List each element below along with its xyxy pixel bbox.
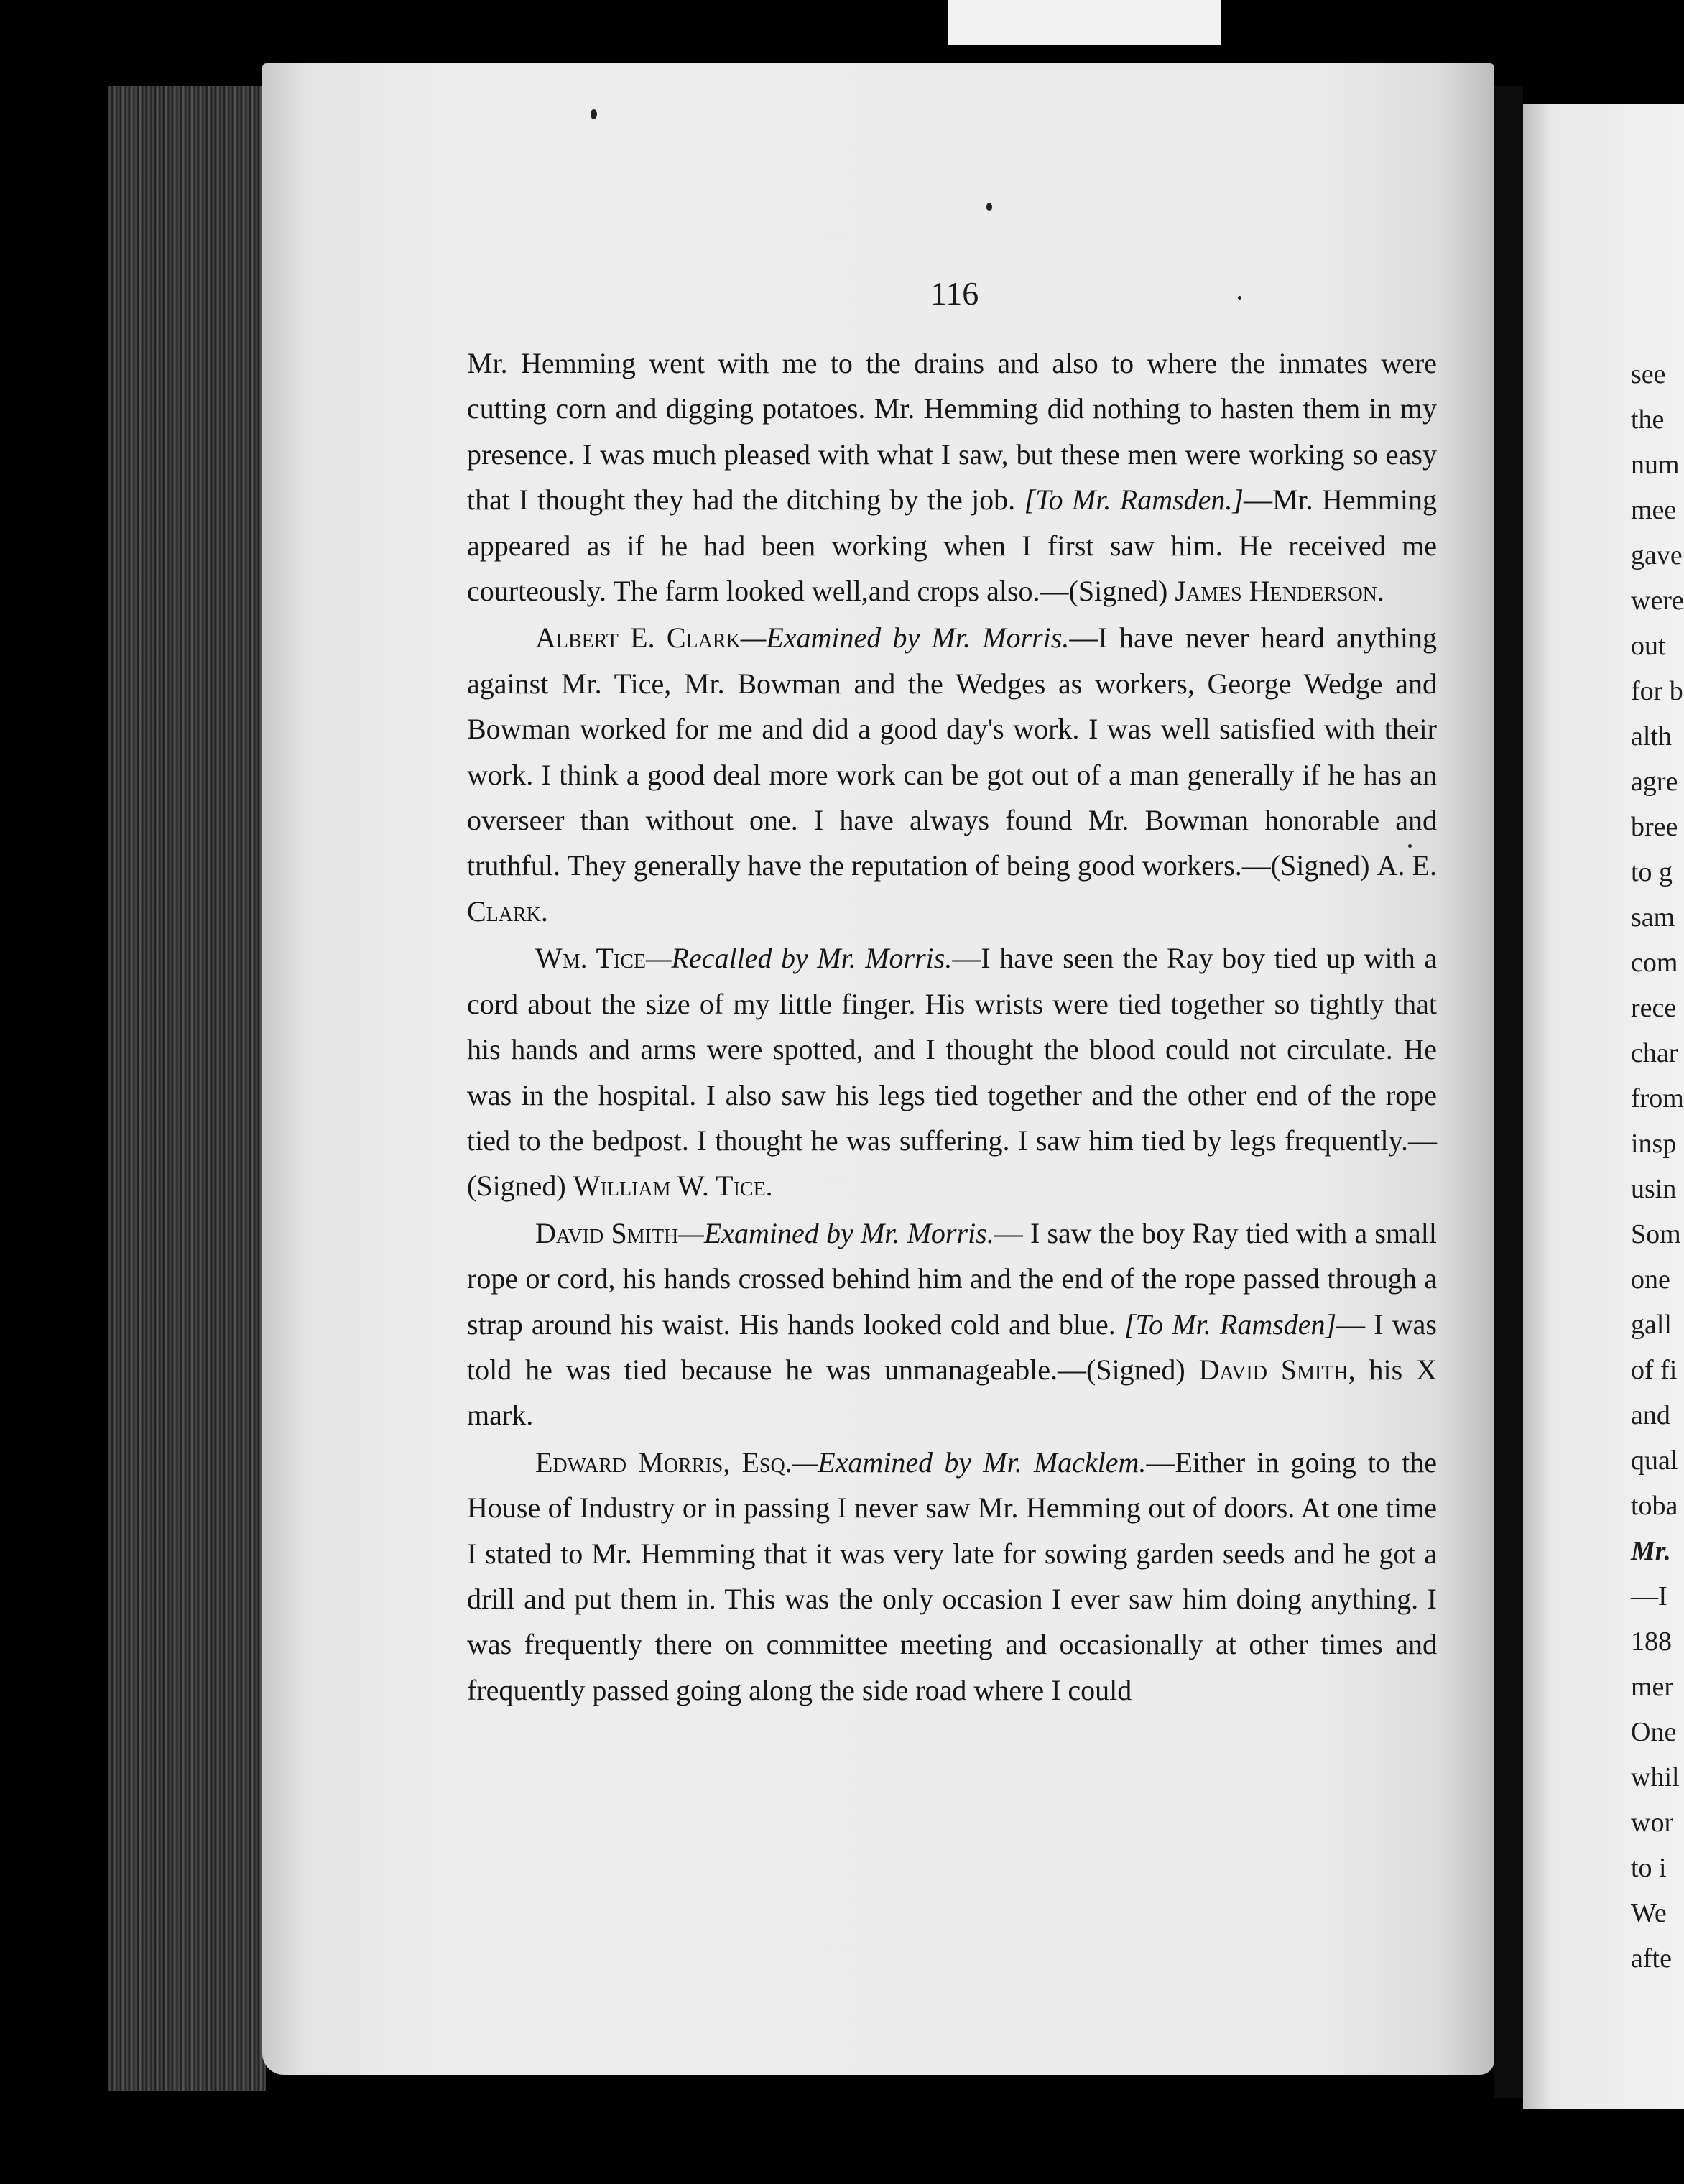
- facing-line: com: [1631, 948, 1678, 978]
- signature: William W. Tice.: [573, 1170, 773, 1203]
- facing-line: were: [1631, 586, 1684, 616]
- signature: James Henderson.: [1175, 575, 1384, 608]
- facing-line: We: [1631, 1898, 1667, 1928]
- facing-line: afte: [1631, 1943, 1672, 1974]
- ink-speck: [591, 109, 597, 119]
- facing-line: to g: [1631, 857, 1673, 887]
- page-number: 116: [930, 275, 979, 312]
- testimony-text: [467, 341, 1437, 1713]
- examined-by: —Examined by Mr. Macklem.: [792, 1445, 1147, 1479]
- examined-by: —Examined by Mr. Morris.: [678, 1216, 994, 1249]
- witness-name: Wm. Tice: [535, 942, 646, 975]
- facing-line: One: [1631, 1717, 1677, 1747]
- signature: David Smith: [1198, 1353, 1348, 1386]
- facing-page: [1523, 104, 1684, 2109]
- facing-line: qual: [1631, 1445, 1678, 1476]
- facing-line: agre: [1631, 767, 1678, 797]
- cross-exam-note: [To Mr. Ramsden]: [1124, 1308, 1337, 1341]
- facing-line: mer: [1631, 1672, 1674, 1702]
- examined-by: —Recalled by Mr. Morris.: [645, 942, 953, 975]
- facing-line: see: [1631, 359, 1666, 389]
- facing-line: sam: [1631, 902, 1675, 933]
- scanner-tab: [948, 0, 1221, 45]
- ink-speck: [986, 203, 992, 211]
- gutter: [1494, 86, 1523, 2098]
- cross-exam-note: [To Mr. Ramsden.]: [1024, 483, 1244, 517]
- witness-name: David Smith: [535, 1216, 679, 1249]
- signature: A. E. Clark.: [467, 849, 1437, 927]
- facing-line: out: [1631, 631, 1666, 661]
- paragraph-henderson: Mr. Hemming went with me to the drains and also to where the inmates were cutting corn and digging potatoes. Mr. Hemming did nothing to hasten them in my presence. I was much pleased with what I saw, but these men were working so easy that I thought they had the ditching by the job. [To Mr. Ramsden.]—Mr. Hemming appeared as if he had been working when I first saw him. He received me courteously. The farm looked well,and crops also.—(Signed) James Henderson.: [467, 347, 1437, 608]
- facing-line: to i: [1631, 1853, 1667, 1883]
- facing-line: alth: [1631, 721, 1672, 751]
- facing-line: mee: [1631, 495, 1677, 525]
- facing-line: num: [1631, 450, 1680, 480]
- facing-line: from: [1631, 1083, 1684, 1114]
- facing-line: bree: [1631, 812, 1678, 842]
- facing-line: for b: [1631, 676, 1683, 706]
- facing-line: of fi: [1631, 1355, 1678, 1385]
- facing-line: whil: [1631, 1762, 1680, 1792]
- facing-line: char: [1631, 1038, 1678, 1068]
- facing-line: —I: [1631, 1581, 1667, 1611]
- examined-by: —Examined by Mr. Morris.: [740, 621, 1070, 654]
- facing-line: wor: [1631, 1808, 1674, 1838]
- facing-line: rece: [1631, 993, 1677, 1023]
- ink-speck: [1238, 296, 1241, 300]
- paragraph-morris: Edward Morris, Esq.—Examined by Mr. Macklem.—Either in going to the House of Industry or in passing I never saw Mr. Hemming out of doors. At one time I stated to Mr. Hemming that it was very late for sowing garden seeds and he got a drill and put them in. This was the only occasion I ever saw him doing anything. I was frequently there on committee meeting and occasionally at other times and frequently passed going along the side road where I could: [467, 1445, 1437, 1706]
- paragraph-smith: David Smith—Examined by Mr. Morris.— I saw the boy Ray tied with a small rope or cord, his hands crossed behind him and the end of the rope passed through a strap around his waist. His hands looked cold and blue. [To Mr. Ramsden]— I was told he was tied because he was unmanageable.—(Signed) David Smith, his X mark.: [467, 1216, 1437, 1432]
- facing-line: insp: [1631, 1129, 1677, 1159]
- paragraph-tice: Wm. Tice—Recalled by Mr. Morris.—I have seen the Ray boy tied up with a cord about the size of my little finger. His wrists were tied together so tightly that his hands and arms were spotted, and I thought the blood could not circulate. He was in the hospital. I also saw his legs tied together and the other end of the rope tied to the bedpost. I thought he was suffering. I saw him tied by legs frequently.—(Signed) William W. Tice.: [467, 942, 1438, 1203]
- facing-line: Som: [1631, 1219, 1681, 1249]
- witness-name: Edward Morris, Esq.: [535, 1445, 792, 1479]
- facing-line: Mr.: [1631, 1536, 1671, 1566]
- facing-line: usin: [1631, 1174, 1677, 1204]
- witness-name: Albert E. Clark: [535, 621, 741, 654]
- facing-line: the: [1631, 404, 1665, 435]
- facing-line: one: [1631, 1264, 1670, 1295]
- facing-line: gall: [1631, 1310, 1672, 1340]
- facing-line: gave: [1631, 540, 1683, 570]
- page-edges: [108, 86, 266, 2091]
- facing-line: and: [1631, 1400, 1670, 1430]
- facing-line: toba: [1631, 1491, 1678, 1521]
- paragraph-clark: Albert E. Clark—Examined by Mr. Morris.—I have never heard anything against Mr. Tice, Mr. Bowman and the Wedges as workers, George Wedge and Bowman worked for me and did a good day's work. I was well satisfied with their work. I think a good deal more work can be got out of a man generally if he has an overseer than without one. I have always found Mr. Bowman honorable and truthful. They generally have the reputation of being good workers.—(Signed) A. E. Clark.: [467, 621, 1437, 927]
- facing-line: 188: [1631, 1627, 1672, 1657]
